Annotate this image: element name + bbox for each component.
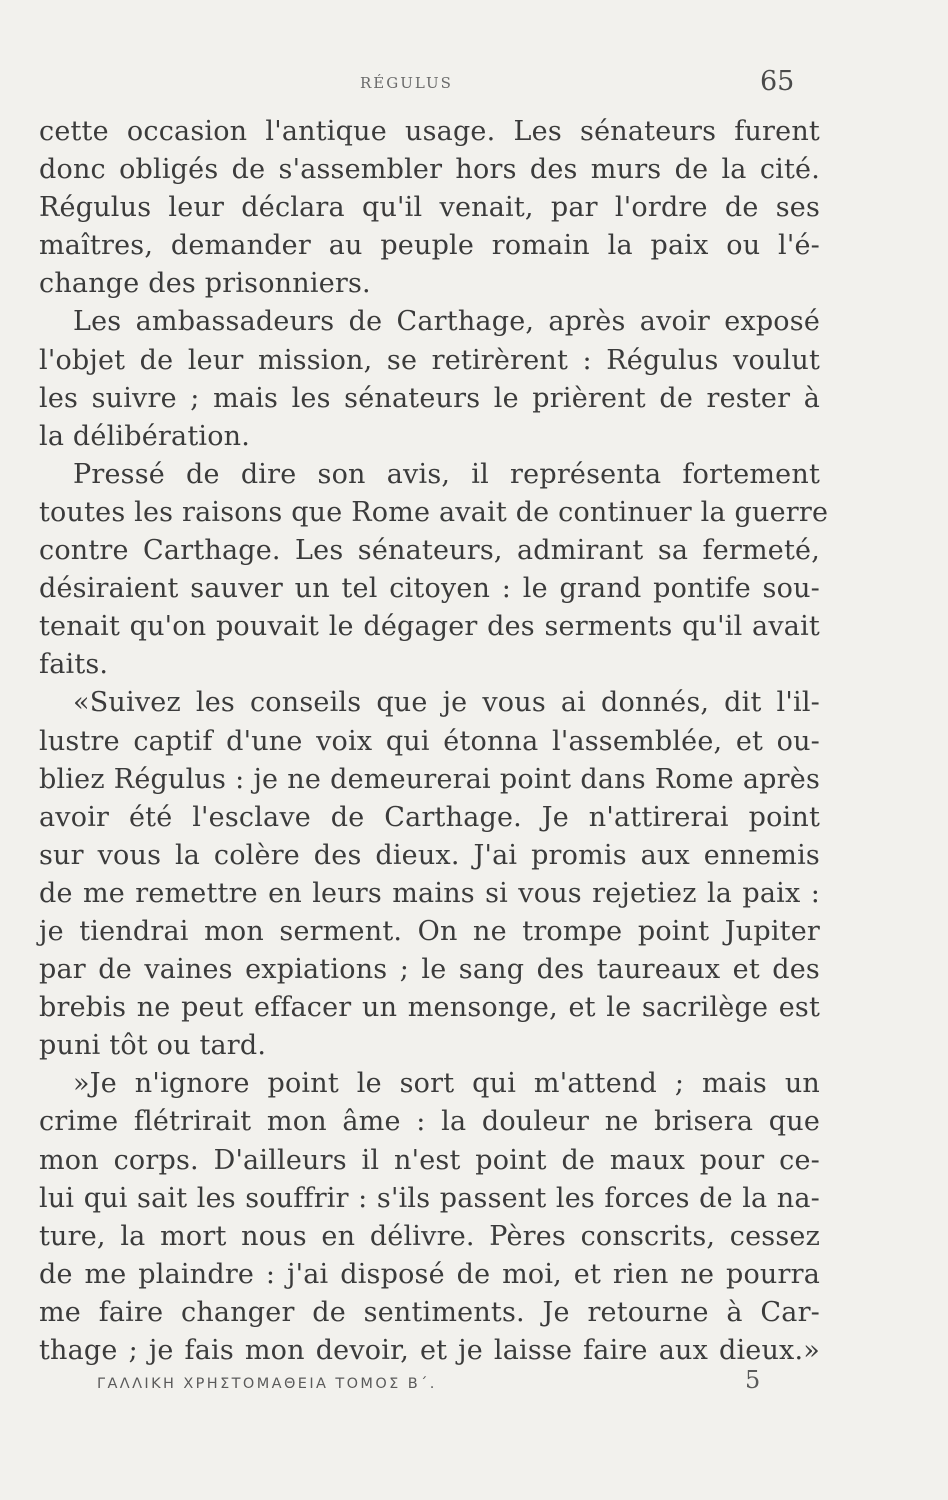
text-line: mon corps. D'ailleurs il n'est point de maux pour ce- (39, 1144, 820, 1176)
text-line: puni tôt ou tard. (39, 1030, 267, 1062)
text-line: contre Carthage. Les sénateurs, admirant sa fermeté, (39, 535, 820, 567)
text-line: de me remettre en leurs mains si vous rejetiez la paix : (39, 877, 820, 909)
text-line: thage ; je fais mon devoir, et je laisse faire aux dieux.» (39, 1335, 820, 1366)
running-title: RÉGULUS (360, 74, 453, 92)
text-line: me faire changer de sentiments. Je retourne à Car- (39, 1296, 820, 1328)
sheet-number: 5 (745, 1366, 761, 1394)
text-line: je tiendrai mon serment. On ne trompe point Jupiter (39, 915, 820, 947)
text-line: de me plaindre : j'ai disposé de moi, et rien ne pourra (39, 1258, 820, 1290)
paragraph-start-line: »Je n'ignore point le sort qui m'attend ; mais un (73, 1068, 820, 1100)
text-line: change des prisonniers. (39, 268, 371, 300)
text-line: tenait qu'on pouvait le dégager des serments qu'il avait (39, 611, 820, 643)
text-line: lui qui sait les souffrir : s'ils passent les forces de la na- (39, 1182, 820, 1214)
paragraph-start-line: «Suivez les conseils que je vous ai donnés, dit l'il- (73, 687, 820, 719)
paragraph-start-line: Pressé de dire son avis, il représenta fortement (73, 458, 820, 490)
text-line: Régulus leur déclara qu'il venait, par l'ordre de ses (39, 192, 820, 224)
text-line: l'objet de leur mission, se retirèrent : Régulus voulut (39, 344, 820, 376)
text-line: donc obligés de s'assembler hors des murs de la cité. (39, 154, 820, 186)
text-line: les suivre ; mais les sénateurs le prièrent de rester à (39, 382, 820, 414)
text-line: crime flétrirait mon âme : la douleur ne brisera que (39, 1106, 820, 1138)
text-line: faits. (39, 649, 109, 681)
page-number: 65 (760, 66, 795, 97)
text-line: bliez Régulus : je ne demeurerai point dans Rome après (39, 763, 820, 795)
text-line: ture, la mort nous en délivre. Pères conscrits, cessez (39, 1220, 820, 1252)
text-line: lustre captif d'une voix qui étonna l'assemblée, et ou- (39, 725, 820, 757)
paragraph-start-line: Les ambassadeurs de Carthage, après avoir exposé (73, 306, 820, 338)
text-line: désiraient sauver un tel citoyen : le grand pontife sou- (39, 573, 820, 605)
text-line: cette occasion l'antique usage. Les sénateurs furent (39, 116, 820, 147)
text-line: sur vous la colère des dieux. J'ai promis aux ennemis (39, 839, 820, 871)
body-text (39, 113, 829, 1370)
signature-mark: ΓΑΛΛΙΚΗ ΧΡΗΣΤΟΜΑΘΕΙΑ ΤΟΜΟΣ Β΄. (97, 1376, 437, 1392)
text-line: la délibération. (39, 420, 251, 452)
text-line: brebis ne peut effacer un mensonge, et le sacrilège est (39, 992, 820, 1024)
text-line: toutes les raisons que Rome avait de continuer la guerre (39, 496, 829, 528)
text-line: avoir été l'esclave de Carthage. Je n'attirerai point (39, 801, 820, 833)
text-line: maîtres, demander au peuple romain la paix ou l'é- (39, 230, 820, 262)
text-line: par de vaines expiations ; le sang des taureaux et des (39, 954, 820, 986)
